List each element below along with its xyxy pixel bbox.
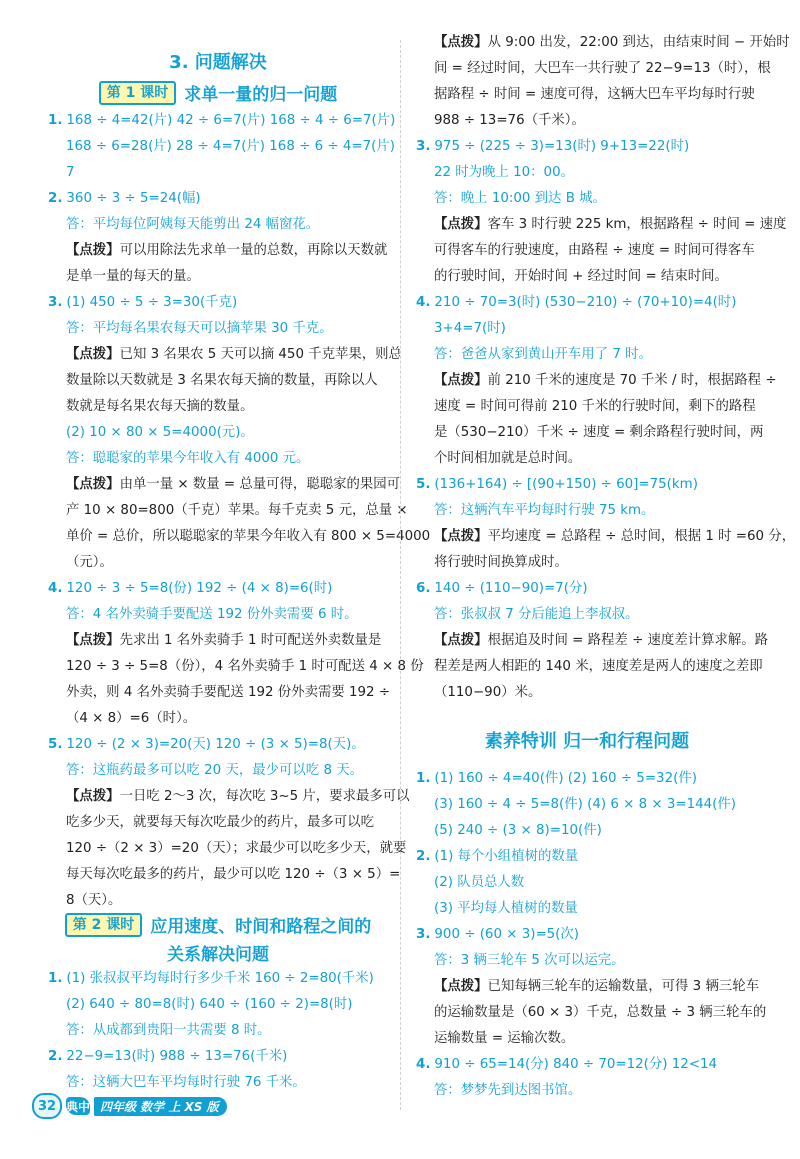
question-number: 1.	[48, 113, 63, 128]
right-answer-line	[416, 628, 768, 654]
explanation-text: 已知 3 名果农 5 天可以摘 450 千克苹果，则总	[119, 347, 402, 362]
book-label: 四年级 数学 上 XS 版	[94, 1097, 227, 1116]
explanation-text: 个时间相加就是总时间。	[434, 451, 582, 466]
right-answer-line	[416, 1026, 574, 1052]
right-answer-line	[416, 1000, 766, 1026]
answer-text: 答：晚上 10:00 到达 B 城。	[434, 191, 606, 206]
explanation-text: 可得客车的行驶速度，由路程 ÷ 速度 = 时间可得客车	[434, 243, 755, 258]
right-answer-line	[416, 974, 759, 1000]
literacy-section-title: 素养特训 归一和行程问题	[484, 731, 690, 752]
left-answer-line	[48, 394, 253, 420]
explanation-text: 数就是每名果农每天摘的数量。	[66, 399, 254, 414]
left-answer-line	[48, 212, 319, 238]
answer-text: 22−9=13(时) 988 ÷ 13=76(千米)	[66, 1049, 288, 1064]
lesson2-header	[48, 912, 388, 937]
left-answer-line	[48, 498, 408, 524]
right-answer-line	[416, 264, 728, 290]
right-answer-line	[416, 680, 541, 706]
explanation-text: 可以用除法先求单一量的总数，再除以天数就	[119, 243, 388, 258]
left-answer-line	[48, 654, 424, 680]
explanation-text: 将行驶时间换算成时。	[434, 555, 568, 570]
right-answer-line	[416, 160, 574, 186]
explanation-text: 根据追及时间 = 路程差 ÷ 速度差计算求解。路	[487, 633, 769, 648]
answer-text: 120 ÷ (2 × 3)=20(天) 120 ÷ (3 × 5)=8(天)。	[66, 737, 365, 752]
answer-text: 3+4=7(时)	[434, 321, 506, 336]
lesson1-header	[48, 80, 388, 105]
right-answer-line	[416, 420, 763, 446]
answer-text: (1) 450 ÷ 5 ÷ 3=30(千克)	[66, 295, 238, 310]
left-answer-line	[48, 732, 365, 758]
answer-text: (2) 队员总人数	[434, 875, 525, 890]
right-answer-line	[416, 290, 736, 316]
question-number: 4.	[416, 1057, 431, 1072]
left-answer-line	[48, 524, 430, 550]
left-answer-line	[48, 992, 353, 1018]
answer-text: 答：3 辆三轮车 5 次可以运完。	[434, 953, 625, 968]
left-answer-line	[48, 628, 381, 654]
explanation-text: 已知每辆三轮车的运输数量，可得 3 辆三轮车	[487, 979, 760, 994]
right-answer-line	[416, 446, 581, 472]
answer-text: 答：爸爸从家到黄山开车用了 7 时。	[434, 347, 652, 362]
right-answer-line	[416, 56, 771, 82]
right-answer-line	[416, 472, 698, 498]
answer-text: 910 ÷ 65=14(分) 840 ÷ 70=12(分) 12<14	[434, 1057, 718, 1072]
answer-text: 210 ÷ 70=3(时) (530−210) ÷ (70+10)=4(时)	[434, 295, 737, 310]
hint-tag: 【点拨】	[66, 477, 120, 492]
question-number: 1.	[48, 971, 63, 986]
explanation-text: 外卖，则 4 名外卖骑手要配送 192 份外卖需要 192 ÷	[66, 685, 391, 700]
explanation-text: 间 = 经过时间，大巴车一共行驶了 22−9=13（时），根	[434, 61, 771, 76]
left-answer-line	[48, 108, 395, 134]
explanation-text: （元）。	[66, 555, 113, 570]
right-answer-line	[416, 1078, 581, 1104]
answer-text: (3) 160 ÷ 4 ÷ 5=8(件) (4) 6 × 8 × 3=144(件)	[434, 797, 736, 812]
explanation-text: 是（530−210）千米 ÷ 速度 = 剩余路程行驶时间，两	[434, 425, 764, 440]
hint-tag: 【点拨】	[66, 347, 120, 362]
lesson2-title-line1: 应用速度、时间和路程之间的	[150, 917, 372, 937]
lesson1-title: 求单一量的归一问题	[184, 85, 338, 105]
lesson1-badge: 第 1 课时	[99, 81, 177, 105]
answer-text: 答：从成都到贵阳一共需要 8 时。	[66, 1023, 271, 1038]
hint-tag: 【点拨】	[434, 373, 488, 388]
left-answer-line	[48, 784, 410, 810]
left-answer-line	[48, 602, 358, 628]
left-answer-line	[48, 966, 374, 992]
explanation-text: 产 10 × 80=800（千克）苹果。每千克卖 5 元，总量 ×	[66, 503, 408, 518]
answer-text: (5) 240 ÷ (3 × 8)=10(件)	[434, 823, 602, 838]
left-answer-line	[48, 316, 333, 342]
left-answer-line	[48, 238, 387, 264]
right-answer-line	[416, 602, 639, 628]
answer-text: 22 时为晚上 10：00。	[434, 165, 574, 180]
explanation-text: （110−90）米。	[434, 685, 542, 700]
left-answer-line	[48, 680, 390, 706]
left-answer-line	[48, 264, 200, 290]
explanation-text: 从 9:00 出发，22:00 到达，由结束时间 − 开始时	[487, 35, 790, 50]
explanation-text: 的运输数量是（60 × 3）千克，总数量 ÷ 3 辆三轮车的	[434, 1005, 767, 1020]
hint-tag: 【点拨】	[434, 633, 488, 648]
explanation-text: 数量除以天数就是 3 名果农每天摘的数量，再除以人	[66, 373, 378, 388]
explanation-text: 是单一量的每天的量。	[66, 269, 200, 284]
question-number: 1.	[416, 771, 431, 786]
left-answer-line	[48, 550, 113, 576]
left-answer-line	[48, 758, 363, 784]
right-answer-line	[416, 186, 606, 212]
answer-text: (1) 每个小组植树的数量	[434, 849, 579, 864]
hint-tag: 【点拨】	[434, 529, 488, 544]
left-answer-line	[48, 888, 121, 914]
question-number: 2.	[48, 1049, 63, 1064]
right-answer-line	[416, 82, 755, 108]
right-answer-line	[416, 134, 689, 160]
right-answer-line	[416, 550, 568, 576]
question-number: 5.	[48, 737, 63, 752]
right-answer-line	[416, 368, 777, 394]
right-answer-line	[416, 818, 602, 844]
left-answer-line	[48, 160, 75, 186]
question-number: 6.	[416, 581, 431, 596]
lesson2-badge: 第 2 课时	[65, 913, 143, 937]
brand-logo: 典中	[66, 1097, 90, 1115]
right-answer-line	[416, 30, 790, 56]
answer-text: 答：张叔叔 7 分后能追上李叔叔。	[434, 607, 639, 622]
question-number: 3.	[416, 927, 431, 942]
answer-text: 答：这辆汽车平均每时行驶 75 km。	[434, 503, 655, 518]
question-number: 2.	[416, 849, 431, 864]
answer-text: 975 ÷ (225 ÷ 3)=13(时) 9+13=22(时)	[434, 139, 690, 154]
answer-text: 答：这辆大巴车平均每时行驶 76 千米。	[66, 1075, 306, 1090]
right-answer-line	[416, 792, 736, 818]
left-answer-line	[48, 446, 309, 472]
explanation-text: 程差是两人相距的 140 米，速度差是两人的速度之差即	[434, 659, 763, 674]
hint-tag: 【点拨】	[66, 633, 120, 648]
right-answer-line	[416, 498, 654, 524]
right-answer-line	[416, 212, 786, 238]
answer-text: 7	[66, 165, 75, 180]
answer-text: (2) 10 × 80 × 5=4000(元)。	[66, 425, 254, 440]
lesson2-title-line2: 关系解决问题	[167, 945, 269, 965]
right-answer-line	[416, 238, 755, 264]
question-number: 4.	[416, 295, 431, 310]
answer-text: 答：平均每位阿姨每天能剪出 24 幅窗花。	[66, 217, 320, 232]
explanation-text: 988 ÷ 13=76（千米）。	[434, 113, 585, 128]
answer-text: 答：梦梦先到达图书馆。	[434, 1083, 582, 1098]
left-answer-line	[48, 836, 406, 862]
left-answer-line	[48, 342, 402, 368]
left-answer-line	[48, 862, 400, 888]
right-answer-line	[416, 654, 763, 680]
right-answer-line	[416, 576, 588, 602]
answer-text: (3) 平均每人植树的数量	[434, 901, 578, 916]
left-answer-line	[48, 1044, 287, 1070]
explanation-text: 由单一量 × 数量 = 总量可得，聪聪家的果园可	[119, 477, 401, 492]
answer-text: 168 ÷ 4=42(片) 42 ÷ 6=7(片) 168 ÷ 4 ÷ 6=7(片)	[66, 113, 396, 128]
explanation-text: 120 ÷ 3 ÷ 5=8（份），4 名外卖骑手 1 时可配送 4 × 8 份	[66, 659, 424, 674]
right-answer-line	[416, 108, 585, 134]
explanation-text: 的行驶时间，开始时间 + 经过时间 = 结束时间。	[434, 269, 728, 284]
left-answer-line	[48, 472, 400, 498]
hint-tag: 【点拨】	[434, 979, 488, 994]
left-answer-line	[48, 810, 374, 836]
question-number: 5.	[416, 477, 431, 492]
right-answer-line	[416, 922, 579, 948]
answer-text: 120 ÷ 3 ÷ 5=8(份) 192 ÷ (4 × 8)=6(时)	[66, 581, 333, 596]
answer-text: 答：平均每名果农每天可以摘苹果 30 千克。	[66, 321, 333, 336]
explanation-text: 运输数量 = 运输次数。	[434, 1031, 575, 1046]
column-divider	[400, 40, 401, 1110]
answer-text: (1) 张叔叔平均每时行多少千米 160 ÷ 2=80(千米)	[66, 971, 374, 986]
question-number: 2.	[48, 191, 63, 206]
section-title: 3. 问题解决	[169, 52, 267, 73]
explanation-text: 平均速度 = 总路程 ÷ 总时间，根据 1 时 =60 分，	[487, 529, 796, 544]
right-answer-line	[416, 394, 756, 420]
answer-text: (2) 640 ÷ 80=8(时) 640 ÷ (160 ÷ 2)=8(时)	[66, 997, 353, 1012]
explanation-text: 单价 = 总价，所以聪聪家的苹果今年收入有 800 × 5=4000	[66, 529, 431, 544]
right-answer-line	[416, 316, 506, 342]
answer-text: 360 ÷ 3 ÷ 5=24(幅)	[66, 191, 201, 206]
answer-text: 答：这瓶药最多可以吃 20 天，最少可以吃 8 天。	[66, 763, 364, 778]
right-answer-line	[416, 342, 652, 368]
answer-text: 168 ÷ 6=28(片) 28 ÷ 4=7(片) 168 ÷ 6 ÷ 4=7(片)	[66, 139, 395, 154]
left-answer-line	[48, 1018, 271, 1044]
explanation-text: 一日吃 2～3 次，每次吃 3~5 片，要求最多可以	[119, 789, 410, 804]
hint-tag: 【点拨】	[66, 789, 120, 804]
answer-text: 答：聪聪家的苹果今年收入有 4000 元。	[66, 451, 310, 466]
answer-text: 答：4 名外卖骑手要配送 192 份外卖需要 6 时。	[66, 607, 358, 622]
question-number: 3.	[416, 139, 431, 154]
explanation-text: 前 210 千米的速度是 70 千米 / 时，根据路程 ÷	[487, 373, 777, 388]
question-number: 4.	[48, 581, 63, 596]
explanation-text: 速度 = 时间可得前 210 千米的行驶时间，剩下的路程	[434, 399, 756, 414]
explanation-text: 吃多少天，就要每天每次吃最少的药片，最多可以吃	[66, 815, 374, 830]
right-answer-line	[416, 948, 625, 974]
explanation-text: 8（天）。	[66, 893, 122, 908]
hint-tag: 【点拨】	[434, 35, 488, 50]
explanation-text: 120 ÷（2 × 3）=20（天）；求最少可以吃多少天，就要	[66, 841, 407, 856]
page-footer	[32, 1090, 227, 1122]
left-answer-line	[48, 420, 254, 446]
left-answer-line	[48, 134, 395, 160]
explanation-text: 客车 3 时行驶 225 km，根据路程 ÷ 时间 = 速度	[487, 217, 787, 232]
explanation-text: （4 × 8）=6（时）。	[66, 711, 197, 726]
question-number: 3.	[48, 295, 63, 310]
left-answer-line	[48, 706, 196, 732]
answer-text: (1) 160 ÷ 4=40(件) (2) 160 ÷ 5=32(件)	[434, 771, 697, 786]
right-answer-line	[416, 766, 697, 792]
answer-text: 900 ÷ (60 × 3)=5(次)	[434, 927, 580, 942]
hint-tag: 【点拨】	[434, 217, 488, 232]
explanation-text: 先求出 1 名外卖骑手 1 时可配送外卖数量是	[119, 633, 382, 648]
left-answer-line	[48, 576, 332, 602]
right-answer-line	[416, 870, 524, 896]
page-number: 32	[32, 1093, 62, 1119]
left-answer-line	[48, 368, 378, 394]
left-answer-line	[48, 290, 237, 316]
explanation-text: 据路程 ÷ 时间 = 速度可得，这辆大巴车平均每时行驶	[434, 87, 755, 102]
right-answer-line	[416, 844, 578, 870]
hint-tag: 【点拨】	[66, 243, 120, 258]
answer-text: (136+164) ÷ [(90+150) ÷ 60]=75(km)	[434, 477, 698, 492]
left-answer-line	[48, 186, 201, 212]
answer-text: 140 ÷ (110−90)=7(分)	[434, 581, 588, 596]
right-answer-line	[416, 896, 578, 922]
right-answer-line	[416, 1052, 717, 1078]
explanation-text: 每天每次吃最多的药片，最少可以吃 120 ÷（3 × 5）=	[66, 867, 401, 882]
right-answer-line	[416, 524, 795, 550]
